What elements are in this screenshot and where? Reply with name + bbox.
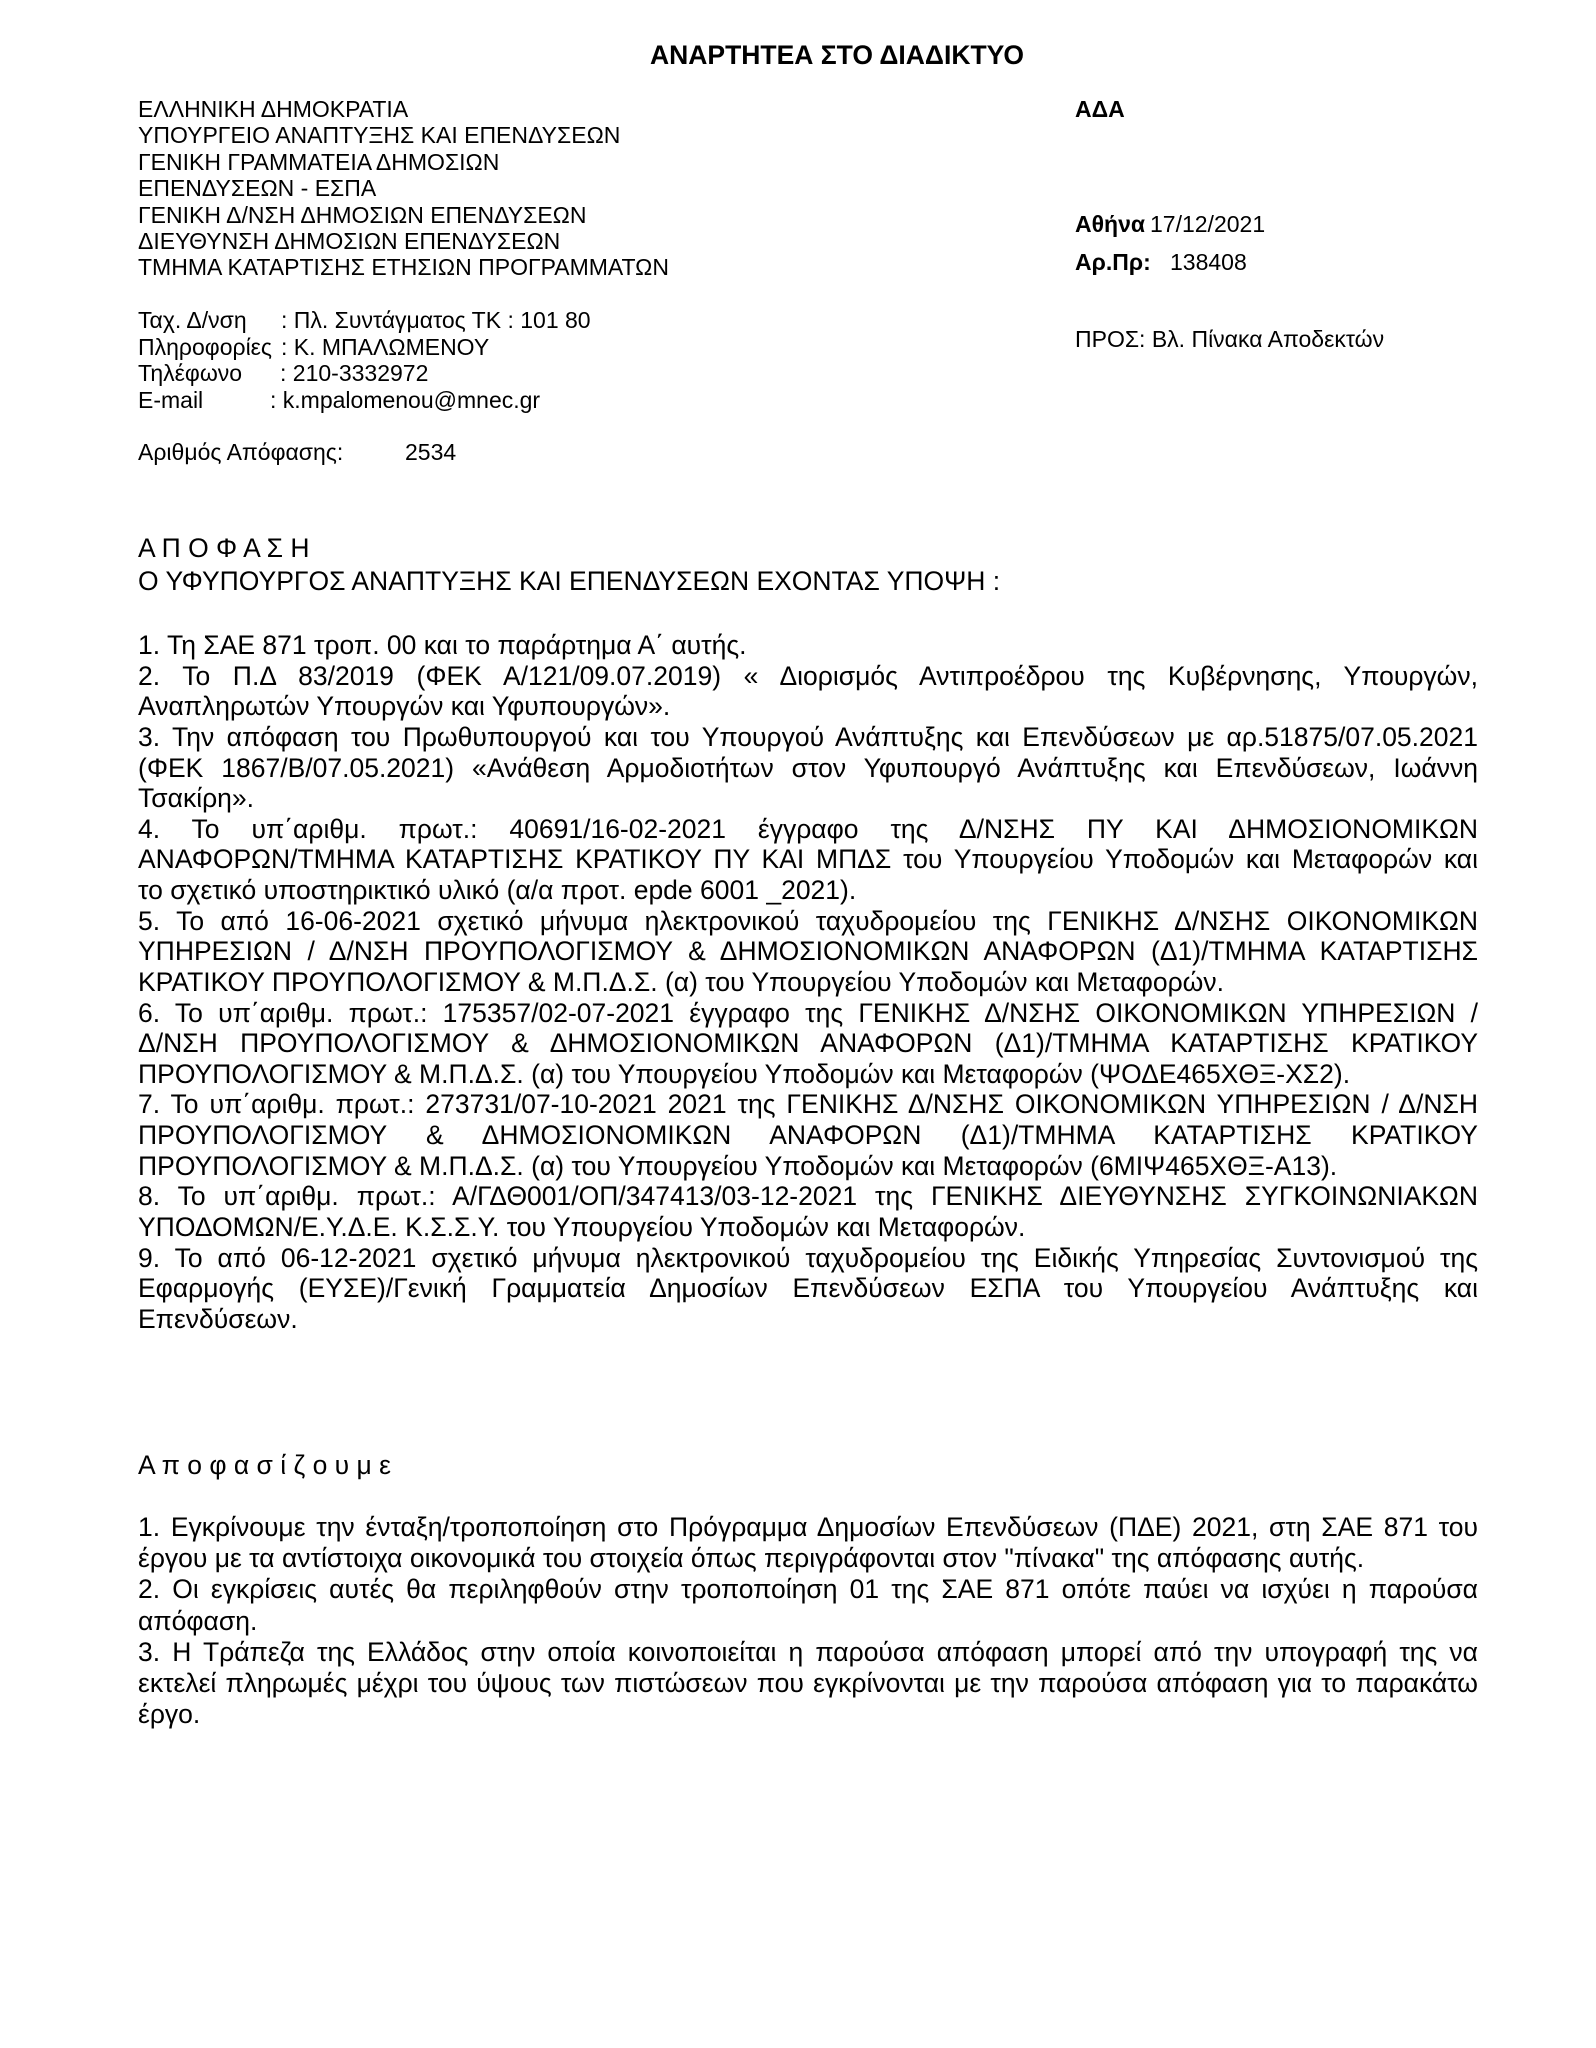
consideration-item (138, 1243, 1478, 1335)
ruling-line: έργου με τα αντίστοιχα οικονομικά του στοιχεία όπως περιγράφονται στον "πίνακα" της απόφασης αυτής. (138, 1543, 1365, 1574)
consideration-item (138, 722, 1478, 814)
ruling-line: εκτελεί πληρωμές μέχρι του ύψους των πιστώσεων που εγκρίνονται με την παρούσα απόφαση για το παρακάτω (138, 1667, 1478, 1698)
ruling-item (138, 1574, 1478, 1636)
decision-heading: Α Π Ο Φ Α Σ Η (138, 533, 310, 563)
consideration-line: Τσακίρη». (138, 783, 255, 814)
consideration-line: 6. Το υπ΄αριθμ. πρωτ.: 175357/02-07-2021 έγγραφο της ΓΕΝΙΚΗΣ Δ/ΝΣΗΣ ΟΙΚΟΝΟΜΙΚΩΝ ΥΠΗΡΕΣΙΩΝ / (138, 997, 1478, 1028)
document-title: ΑΝΑΡΤΗΤΕΑ ΣΤΟ ΔΙΑΔΙΚΤΥΟ (650, 40, 1024, 70)
recipients-line: ΠΡΟΣ: Βλ. Πίνακα Αποδεκτών (1075, 326, 1385, 352)
contact-address-value: : Πλ. Συντάγματος ΤΚ : 101 80 (281, 307, 591, 333)
ruling-heading: Α π ο φ α σ ί ζ ο υ μ ε (138, 1450, 391, 1480)
decision-preamble: Ο ΥΦΥΠΟΥΡΓΟΣ ΑΝΑΠΤΥΞΗΣ ΚΑΙ ΕΠΕΝΔΥΣΕΩΝ ΕΧΟΝΤΑΣ ΥΠΟΨΗ : (138, 566, 1001, 596)
consideration-line: 5. Το από 16-06-2021 σχετικό μήνυμα ηλεκτρονικού ταχυδρομείου της ΓΕΝΙΚΗΣ Δ/ΝΣΗΣ ΟΙΚΟΝΟΜΙΚΩΝ (138, 905, 1478, 936)
contact-address-label: Ταχ. Δ/νση (138, 307, 247, 333)
consideration-line: το σχετικό υποστηρικτικό υλικό (α/α προτ. epde 6001 _2021). (138, 875, 857, 905)
consideration-item (138, 661, 1478, 722)
consideration-line: (ΦΕΚ 1867/Β/07.05.2021) «Ανάθεση Αρμοδιοτήτων στον Υφυπουργό Ανάπτυξης και Επενδύσεων, Ιωάννη (138, 752, 1478, 783)
ruling-line: έργο. (138, 1699, 201, 1730)
issuer-line: ΓΕΝΙΚΗ ΓΡΑΜΜΑΤΕΙΑ ΔΗΜΟΣΙΩΝ (138, 148, 500, 175)
contact-phone-label: Τηλέφωνο (138, 360, 243, 386)
consideration-line: Αναπληρωτών Υπουργών και Υφυπουργών». (138, 691, 671, 722)
consideration-line: 7. Το υπ΄αριθμ. πρωτ.: 273731/07-10-2021 2021 της ΓΕΝΙΚΗΣ Δ/ΝΣΗΣ ΟΙΚΟΝΟΜΙΚΩΝ ΥΠΗΡΕΣΙΩΝ / Δ/ΝΣΗ (138, 1089, 1478, 1120)
issuer-line: ΕΛΛΗΝΙΚΗ ΔΗΜΟΚΡΑΤΙΑ (138, 96, 409, 122)
contact-info-label: Πληροφορίες (138, 334, 273, 360)
consideration-line: ΠΡΟΥΠΟΛΟΓΙΣΜΟΥ & Μ.Π.Δ.Σ. (α) του Υπουργείου Υποδομών και Μεταφορών (ΨΟΔΕ465ΧΘΞ-ΧΣ2). (138, 1058, 1351, 1089)
issuer-line: ΓΕΝΙΚΗ Δ/ΝΣΗ ΔΗΜΟΣΙΩΝ ΕΠΕΝΔΥΣΕΩΝ (138, 201, 587, 228)
ruling-list (138, 1512, 1478, 1730)
consideration-line: Εφαρμογής (ΕΥΣΕ)/Γενική Γραμματεία Δημοσίων Επενδύσεων ΕΣΠΑ του Υπουργείου Ανάπτυξης και (138, 1273, 1478, 1304)
consideration-line: Επενδύσεων. (138, 1303, 298, 1334)
consideration-line: ΥΠΗΡΕΣΙΩΝ / Δ/ΝΣΗ ΠΡΟΥΠΟΛΟΓΙΣΜΟΥ & ΔΗΜΟΣΙΟΝΟΜΙΚΩΝ ΑΝΑΦΟΡΩΝ (Δ1)/ΤΜΗΜΑ ΚΑΤΑΡΤΙΣΗΣ (138, 936, 1478, 967)
ruling-item (138, 1637, 1478, 1731)
consideration-line: ΠΡΟΥΠΟΛΟΓΙΣΜΟΥ & ΔΗΜΟΣΙΟΝΟΜΙΚΩΝ ΑΝΑΦΟΡΩΝ (Δ1)/ΤΜΗΜΑ ΚΑΤΑΡΤΙΣΗΣ ΚΡΑΤΙΚΟΥ (138, 1120, 1478, 1150)
consideration-line: 3. Την απόφαση του Πρωθυπουργού και του Υπουργού Ανάπτυξης και Επενδύσεων με αρ.51875/07.05.2021 (138, 721, 1478, 752)
protocol-label: Αρ.Πρ: (1075, 249, 1151, 275)
consideration-line: 8. Το υπ΄αριθμ. πρωτ.: Α/ΓΔΘ001/ΟΠ/347413/03-12-2021 της ΓΕΝΙΚΗΣ ΔΙΕΥΘΥΝΣΗΣ ΣΥΓΚΟΙΝΩΝΙΑΚΩΝ (138, 1181, 1478, 1212)
consideration-item (138, 998, 1478, 1090)
consideration-line: 1. Τη ΣΑΕ 871 τροπ. 00 και το παράρτημα Α΄ αυτής. (138, 630, 747, 660)
contact-phone-value: : 210-3332972 (280, 360, 429, 386)
consideration-line: Δ/ΝΣΗ ΠΡΟΥΠΟΛΟΓΙΣΜΟΥ & ΔΗΜΟΣΙΟΝΟΜΙΚΩΝ ΑΝΑΦΟΡΩΝ (Δ1)/ΤΜΗΜΑ ΚΑΤΑΡΤΙΣΗΣ ΚΡΑΤΙΚΟΥ (138, 1028, 1478, 1059)
contact-info-value: : Κ. ΜΠΑΛΩΜΕΝΟΥ (281, 334, 490, 360)
decision-number-value: 2534 (405, 439, 457, 465)
decision-number-label: Αριθμός Απόφασης: (138, 439, 344, 465)
ruling-line: απόφαση. (138, 1605, 258, 1636)
ruling-item (138, 1512, 1478, 1574)
ruling-line: 1. Εγκρίνουμε την ένταξη/τροποποίηση στο Πρόγραμμα Δημοσίων Επενδύσεων (ΠΔΕ) 2021, στη ΣΑΕ 871 του (138, 1512, 1478, 1542)
protocol-number: 138408 (1170, 249, 1247, 275)
consideration-line: ΚΡΑΤΙΚΟΥ ΠΡΟΥΠΟΛΟΓΙΣΜΟΥ & Μ.Π.Δ.Σ. (α) του Υπουργείου Υποδομών και Μεταφορών. (138, 966, 1224, 997)
issuer-line: ΔΙΕΥΘΥΝΣΗ ΔΗΜΟΣΙΩΝ ΕΠΕΝΔΥΣΕΩΝ (138, 227, 561, 254)
consideration-item (138, 906, 1478, 998)
consideration-item (138, 1181, 1478, 1242)
issuer-line: ΤΜΗΜΑ ΚΑΤΑΡΤΙΣΗΣ ΕΤΗΣΙΩΝ ΠΡΟΓΡΑΜΜΑΤΩΝ (138, 254, 669, 281)
document-date: 17/12/2021 (1150, 211, 1266, 237)
consideration-line: ΥΠΟΔΟΜΩΝ/Ε.Υ.Δ.Ε. Κ.Σ.Σ.Υ. του Υπουργείου Υποδομών και Μεταφορών. (138, 1211, 1026, 1242)
consideration-item (138, 1089, 1478, 1181)
issuer-line: ΕΠΕΝΔΥΣΕΩΝ - ΕΣΠΑ (138, 175, 377, 202)
consideration-line: 2. Το Π.Δ 83/2019 (ΦΕΚ Α/121/09.07.2019) « Διορισμός Αντιπροέδρου της Κυβέρνησης, Υπουργών, (138, 660, 1478, 691)
consideration-line: ΑΝΑΦΟΡΩΝ/ΤΜΗΜΑ ΚΑΤΑΡΤΙΣΗΣ ΚΡΑΤΙΚΟΥ ΠΥ ΚΑΙ ΜΠΔΣ του Υπουργείου Υποδομών και Μεταφορών και (138, 844, 1478, 875)
consideration-line: ΠΡΟΥΠΟΛΟΓΙΣΜΟΥ & Μ.Π.Δ.Σ. (α) του Υπουργείου Υποδομών και Μεταφορών (6ΜΙΨ465ΧΘΞ-Α13). (138, 1150, 1338, 1181)
contact-email-value: : k.mpalomenou@mnec.gr (270, 387, 541, 413)
consideration-item (138, 814, 1478, 906)
issuer-line: ΥΠΟΥΡΓΕΙΟ ΑΝΑΠΤΥΞΗΣ ΚΑΙ ΕΠΕΝΔΥΣΕΩΝ (138, 122, 621, 149)
ada-label: ΑΔΑ (1075, 96, 1125, 122)
consideration-line: 9. Το από 06-12-2021 σχετικό μήνυμα ηλεκτρονικού ταχυδρομείου της Ειδικής Υπηρεσίας Συντονισμού της (138, 1242, 1478, 1273)
consideration-item (138, 630, 1478, 661)
issuer-block (138, 96, 669, 281)
ruling-line: 2. Οι εγκρίσεις αυτές θα περιληφθούν στην τροποποίηση 01 της ΣΑΕ 871 οπότε παύει να ισχύει η παρούσα (138, 1574, 1478, 1605)
consideration-line: 4. Το υπ΄αριθμ. πρωτ.: 40691/16-02-2021 έγγραφο της Δ/ΝΣΗΣ ΠΥ ΚΑΙ ΔΗΜΟΣΙΟΝΟΜΙΚΩΝ (138, 813, 1478, 844)
contact-email-label: E-mail (138, 387, 204, 413)
place-label: Αθήνα (1075, 211, 1146, 237)
considerations-list (138, 630, 1478, 1334)
ruling-line: 3. Η Τράπεζα της Ελλάδος στην οποία κοινοποιείται η παρούσα απόφαση μπορεί από την υπογραφή της να (138, 1636, 1478, 1667)
